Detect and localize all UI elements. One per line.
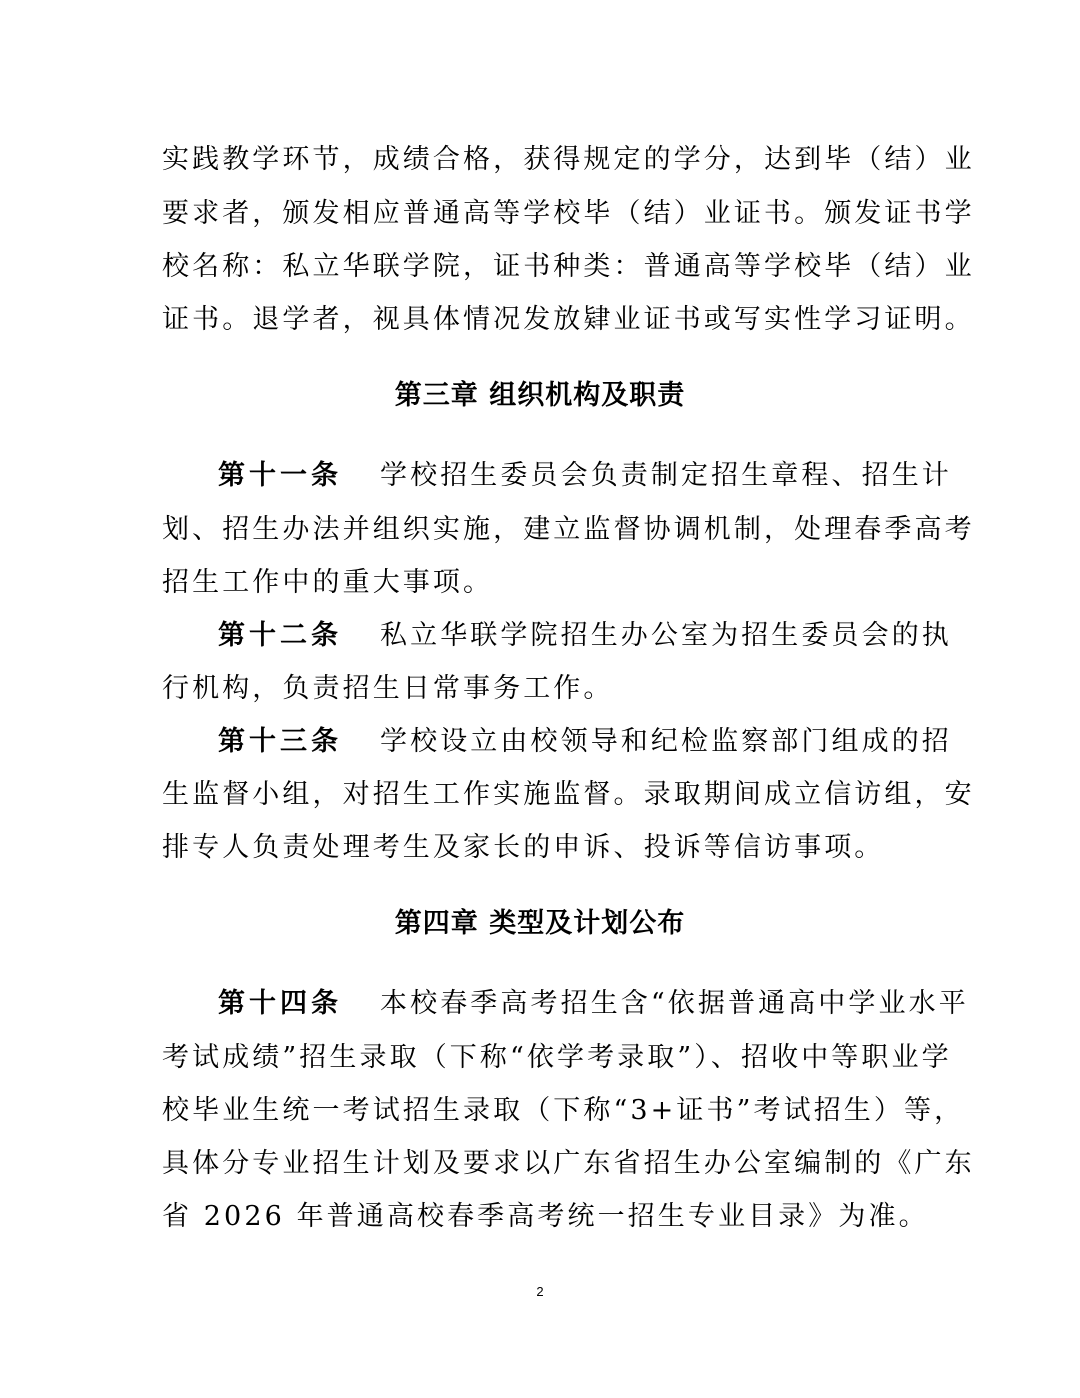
article-text: 学校设立由校领导和纪检监察部门组成的招	[380, 726, 952, 757]
article-text: 私立华联学院招生办公室为招生委员会的执	[380, 620, 952, 651]
article-label: 第十三条	[218, 726, 342, 757]
paragraph-line: 证书。退学者，视具体情况发放肄业证书或写实性学习证明。	[162, 304, 975, 335]
article-text: 学校招生委员会负责制定招生章程、招生计	[380, 460, 952, 491]
page-number: 2	[536, 1284, 544, 1299]
paragraph-line: 要求者，颁发相应普通高等学校毕（结）业证书。颁发证书学	[162, 198, 975, 229]
article-label: 第十四条	[218, 988, 342, 1019]
paragraph-line: 校名称：私立华联学院，证书种类：普通高等学校毕（结）业	[162, 251, 975, 282]
chapter-heading: 第四章 类型及计划公布	[394, 908, 686, 939]
paragraph-line: 排专人负责处理考生及家长的申诉、投诉等信访事项。	[162, 832, 885, 863]
paragraph-line: 行机构，负责招生日常事务工作。	[162, 673, 614, 704]
paragraph-line: 生监督小组，对招生工作实施监督。录取期间成立信访组，安	[162, 779, 975, 810]
article-11-first-line	[218, 460, 952, 492]
article-text: 本校春季高考招生含“依据普通高中学业水平	[380, 988, 969, 1019]
article-14-first-line	[218, 988, 969, 1020]
article-13-first-line	[218, 726, 952, 758]
article-label: 第十二条	[218, 620, 342, 651]
paragraph-line: 考试成绩”招生录取（下称“依学考录取”）、招收中等职业学	[162, 1042, 952, 1073]
paragraph-line: 招生工作中的重大事项。	[162, 567, 494, 598]
paragraph-line: 具体分专业招生计划及要求以广东省招生办公室编制的《广东	[162, 1148, 975, 1179]
paragraph-line: 实践教学环节，成绩合格，获得规定的学分，达到毕（结）业	[162, 144, 975, 175]
paragraph-line: 划、招生办法并组织实施，建立监督协调机制，处理春季高考	[162, 514, 975, 545]
paragraph-line: 校毕业生统一考试招生录取（下称“3+证书”考试招生）等，	[162, 1095, 965, 1126]
article-12-first-line	[218, 620, 952, 652]
chapter-heading: 第三章 组织机构及职责	[394, 380, 686, 411]
article-label: 第十一条	[218, 460, 342, 491]
paragraph-line: 省 2026 年普通高校春季高考统一招生专业目录》为准。	[162, 1201, 929, 1232]
